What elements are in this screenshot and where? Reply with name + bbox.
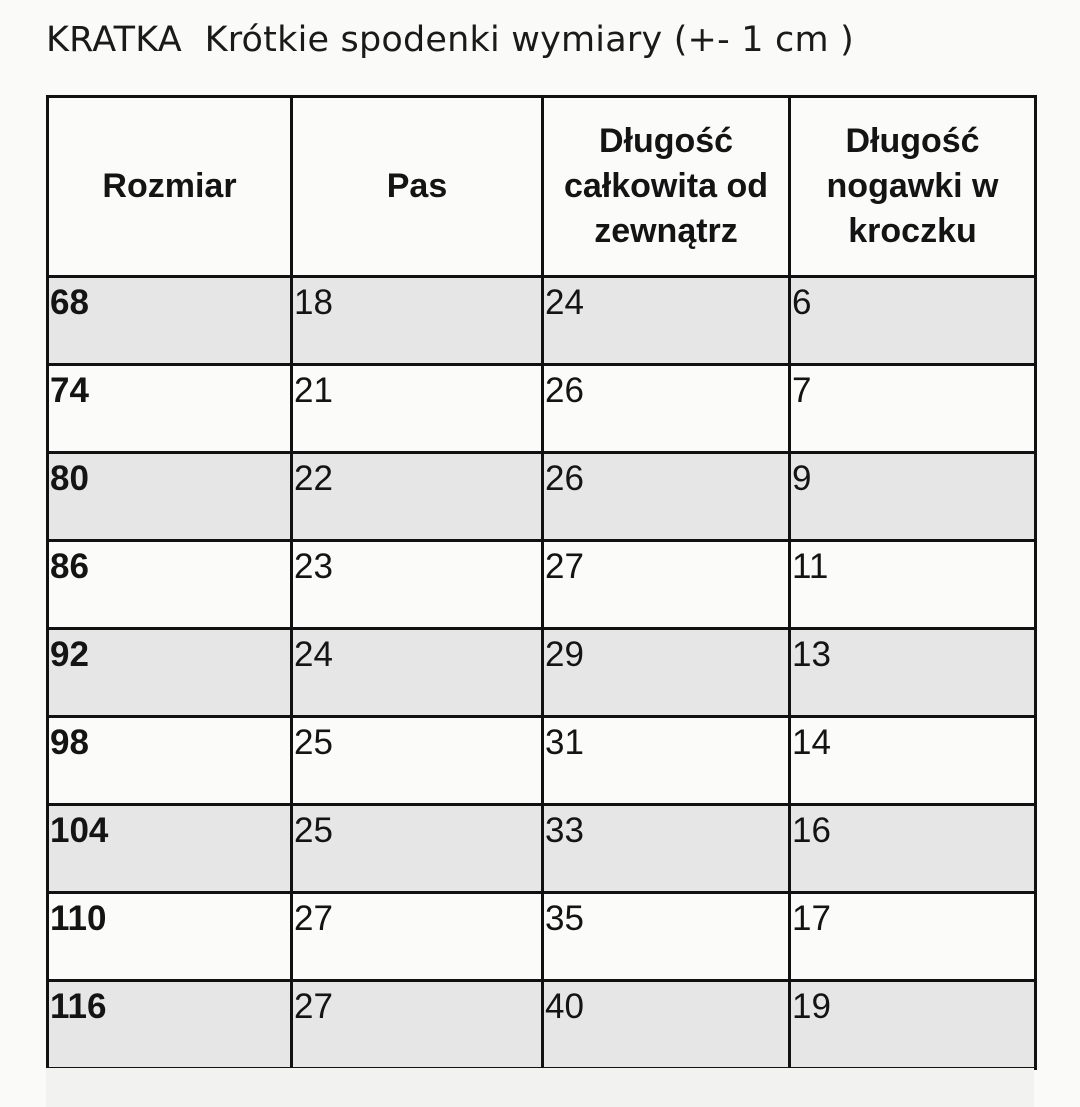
table-body (48, 277, 1036, 1069)
table-row (48, 805, 1036, 893)
inseam-length-cell: 16 (790, 805, 1036, 893)
total-length-cell: 26 (543, 453, 790, 541)
total-length-cell: 40 (543, 981, 790, 1069)
total-length-cell: 26 (543, 365, 790, 453)
waist-cell: 25 (292, 717, 543, 805)
total-length-cell: 35 (543, 893, 790, 981)
size-cell: 98 (48, 717, 292, 805)
size-cell: 68 (48, 277, 292, 365)
total-length-cell: 31 (543, 717, 790, 805)
total-length-cell: 29 (543, 629, 790, 717)
size-cell: 92 (48, 629, 292, 717)
inseam-length-cell: 17 (790, 893, 1036, 981)
inseam-length-cell: 13 (790, 629, 1036, 717)
size-cell: 74 (48, 365, 292, 453)
total-length-cell: 33 (543, 805, 790, 893)
waist-cell: 18 (292, 277, 543, 365)
inseam-length-cell: 11 (790, 541, 1036, 629)
inseam-length-cell: 7 (790, 365, 1036, 453)
header-inseam-length: Długość nogawki w kroczku (790, 97, 1036, 277)
waist-cell: 27 (292, 893, 543, 981)
header-total-length: Długość całkowita od zewnątrz (543, 97, 790, 277)
table-row (48, 541, 1036, 629)
total-length-cell: 27 (543, 541, 790, 629)
waist-cell: 22 (292, 453, 543, 541)
page-title: KRATKA Krótkie spodenki wymiary (+- 1 cm ) (46, 20, 854, 60)
header-waist: Pas (292, 97, 543, 277)
size-chart-table (46, 95, 1037, 1070)
table-row (48, 981, 1036, 1069)
table-header-row (48, 97, 1036, 277)
table-row (48, 365, 1036, 453)
table-row (48, 893, 1036, 981)
bottom-strip (46, 1068, 1034, 1107)
waist-cell: 25 (292, 805, 543, 893)
table-row (48, 277, 1036, 365)
waist-cell: 24 (292, 629, 543, 717)
table-row (48, 453, 1036, 541)
size-cell: 110 (48, 893, 292, 981)
size-cell: 116 (48, 981, 292, 1069)
waist-cell: 27 (292, 981, 543, 1069)
inseam-length-cell: 14 (790, 717, 1036, 805)
size-cell: 80 (48, 453, 292, 541)
table-row (48, 629, 1036, 717)
inseam-length-cell: 19 (790, 981, 1036, 1069)
size-cell: 104 (48, 805, 292, 893)
total-length-cell: 24 (543, 277, 790, 365)
waist-cell: 21 (292, 365, 543, 453)
header-size: Rozmiar (48, 97, 292, 277)
waist-cell: 23 (292, 541, 543, 629)
size-cell: 86 (48, 541, 292, 629)
inseam-length-cell: 6 (790, 277, 1036, 365)
table-row (48, 717, 1036, 805)
inseam-length-cell: 9 (790, 453, 1036, 541)
